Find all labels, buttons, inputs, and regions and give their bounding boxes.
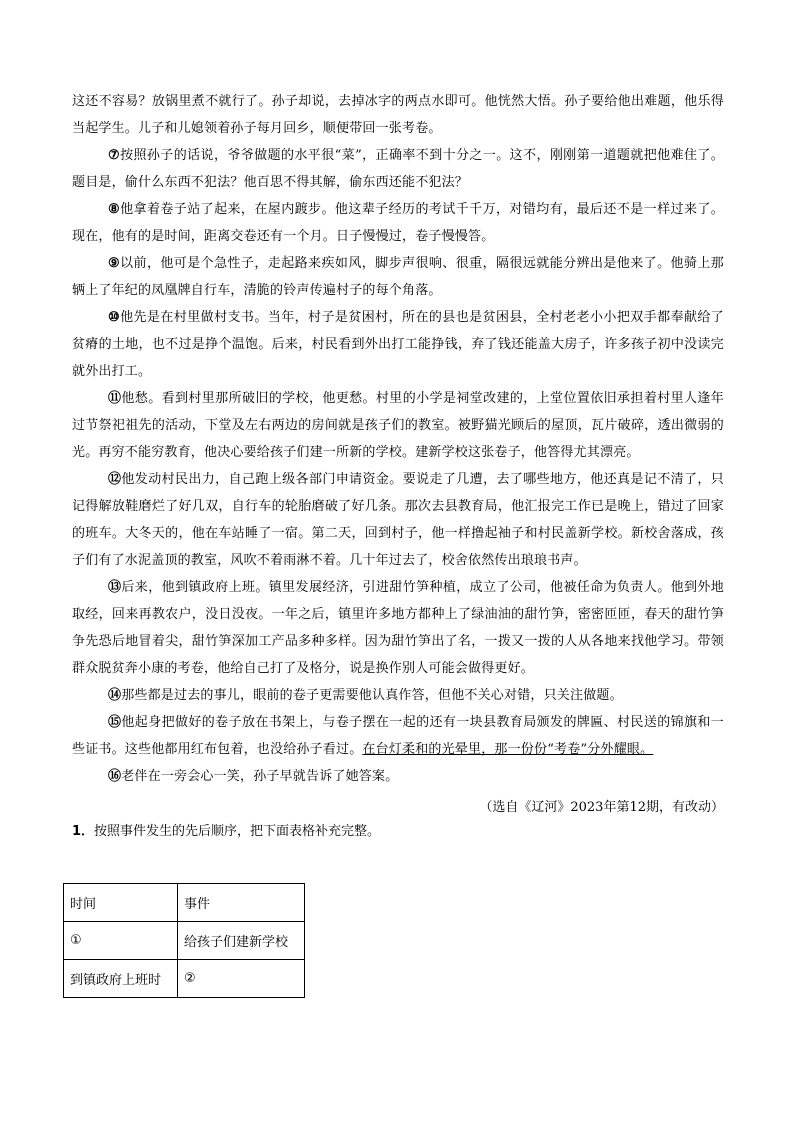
paragraph-number: ⑨ <box>108 256 121 271</box>
paragraph-16 <box>72 763 724 790</box>
question-1 <box>72 821 724 843</box>
paragraph-number: ⑩ <box>108 310 121 325</box>
paragraph-15 <box>72 709 724 763</box>
paragraph-number: ⑭ <box>108 688 122 703</box>
paragraph-9 <box>72 250 724 304</box>
paragraph-text: 以前，他可是个急性子，走起路来疾如风，脚步声很响、很重，隔很远就能分辨出是他来了。他骑上那辆上了年纪的凤凰牌自行车，清脆的铃声传遍村子的每个角落。 <box>72 256 724 298</box>
paragraph-14 <box>72 682 724 709</box>
paragraph-text: 那些都是过去的事儿，眼前的卷子更需要他认真作答，但他不关心对错，只关注做题。 <box>121 688 623 703</box>
table-row <box>64 960 305 998</box>
table-cell-time: ① <box>64 922 178 960</box>
table-header-time: 时间 <box>64 884 178 922</box>
paragraph-text: 他拿着卷子站了起来，在屋内踱步。他这辈子经历的考试千千万，对错均有，最后还不是一样过来了。现在，他有的是时间，距离交卷还有一个月。日子慢慢过，卷子慢慢答。 <box>72 202 724 244</box>
table-row <box>64 922 305 960</box>
table-cell-event: ② <box>178 960 305 998</box>
paragraph-number: ⑫ <box>108 472 122 487</box>
question-text: 按照事件发生的先后顺序，把下面表格补充完整。 <box>94 824 381 839</box>
paragraph-text: 后来，他到镇政府上班。镇里发展经济，引进甜竹笋种植，成立了公司，他被任命为负责人。他到外地取经，回来再教农户，没日没夜。一年之后，镇里许多地方都种上了绿油油的甜竹笋，密密匝匝，春天的甜竹笋争先恐后地冒着尖，甜竹笋深加工产品多种多样。因为甜竹笋出了名，一拨又一拨的人从各地来找他学习。带领群众脱贫奔小康的考卷，他给自己打了及格分，说是换作别人可能会做得更好。 <box>72 580 724 676</box>
question-number: 1． <box>72 824 95 839</box>
paragraph-number: ⑯ <box>108 769 122 784</box>
table-header-event: 事件 <box>178 884 305 922</box>
paragraph-number: ⑪ <box>108 391 122 406</box>
paragraph-8 <box>72 196 724 250</box>
table-cell-time: 到镇政府上班时 <box>64 960 178 998</box>
paragraph-text: 他先是在村里做村支书。当年，村子是贫困村，所在的县也是贫困县，全村老老小小把双手都奉献给了贫瘠的土地，也不过是挣个温饱。后来，村民看到外出打工能挣钱，弃了钱还能盖大房子，许多孩子初中没读完就外出打工。 <box>72 310 724 379</box>
underlined-sentence: 在台灯柔和的光晕里，那一份份“考卷”分外耀眼。 <box>362 742 654 757</box>
paragraph-10 <box>72 304 724 385</box>
paragraph-text: 老伴在一旁会心一笑，孙子早就告诉了她答案。 <box>121 769 399 784</box>
paragraph-number: ⑦ <box>108 148 121 163</box>
paragraph-text: 按照孙子的话说，爷爷做题的水平很“菜”，正确率不到十分之一。这不，刚刚第一道题就把他难住了。题目是，偷什么东西不犯法？他百思不得其解，偷东西还能不犯法？ <box>72 148 725 190</box>
paragraph-number: ⑧ <box>108 202 121 217</box>
table-cell-event: 给孩子们建新学校 <box>178 922 305 960</box>
table-header-row <box>64 884 305 922</box>
source-citation: （选自《辽河》2023年第12期，有改动） <box>479 800 724 815</box>
paragraph-number: ⑬ <box>108 580 122 595</box>
paragraph-12 <box>72 466 724 574</box>
paragraph-6-continued: 这还不容易？放锅里煮不就行了。孙子却说，去掉冰字的两点水即可。他恍然大悟。孙子要给他出难题，他乐得当起学生。儿子和儿媳领着孙子每月回乡，顺便带回一张考卷。 <box>72 94 724 136</box>
paragraph-text: 他发动村民出力，自己跑上级各部门申请资金。要说走了几遭，去了哪些地方，他还真是记不清了，只记得解放鞋磨烂了好几双，自行车的轮胎磨破了好几条。那次去县教育局，他汇报完工作已是晚上，错过了回家的班车。大冬天的，他在车站睡了一宿。第二天，回到村子，他一样撸起袖子和村民盖新学校。新校舍落成，孩子们有了水泥盖顶的教室，风吹不着雨淋不着。几十年过去了，校舍依然传出琅琅书声。 <box>72 472 724 568</box>
article <box>72 88 724 843</box>
paragraph-text: 他起身把做好的卷子放在书架上，与卷子摆在一起的还有一块县教育局颁发的牌匾、村民送的锦旗和一些证书。这些他都用红布包着，也没给孙子看过。 <box>72 715 724 757</box>
paragraph-7 <box>72 142 724 196</box>
answer-table <box>63 883 305 998</box>
paragraph-number: ⑮ <box>108 715 122 730</box>
paragraph-11 <box>72 385 724 466</box>
paragraph-13 <box>72 574 724 682</box>
paragraph-text: 他愁。看到村里那所破旧的学校，他更愁。村里的小学是祠堂改建的，上堂位置依旧承担着村里人逢年过节祭祀祖先的活动，下堂及左右两边的房间就是孩子们的教室。被野猫光顾后的屋顶，瓦片破碎，透出微弱的光。再穷不能穷教育，他决心要给孩子们建一所新的学校。建新学校这张卷子，他答得尤其漂亮。 <box>72 391 724 460</box>
